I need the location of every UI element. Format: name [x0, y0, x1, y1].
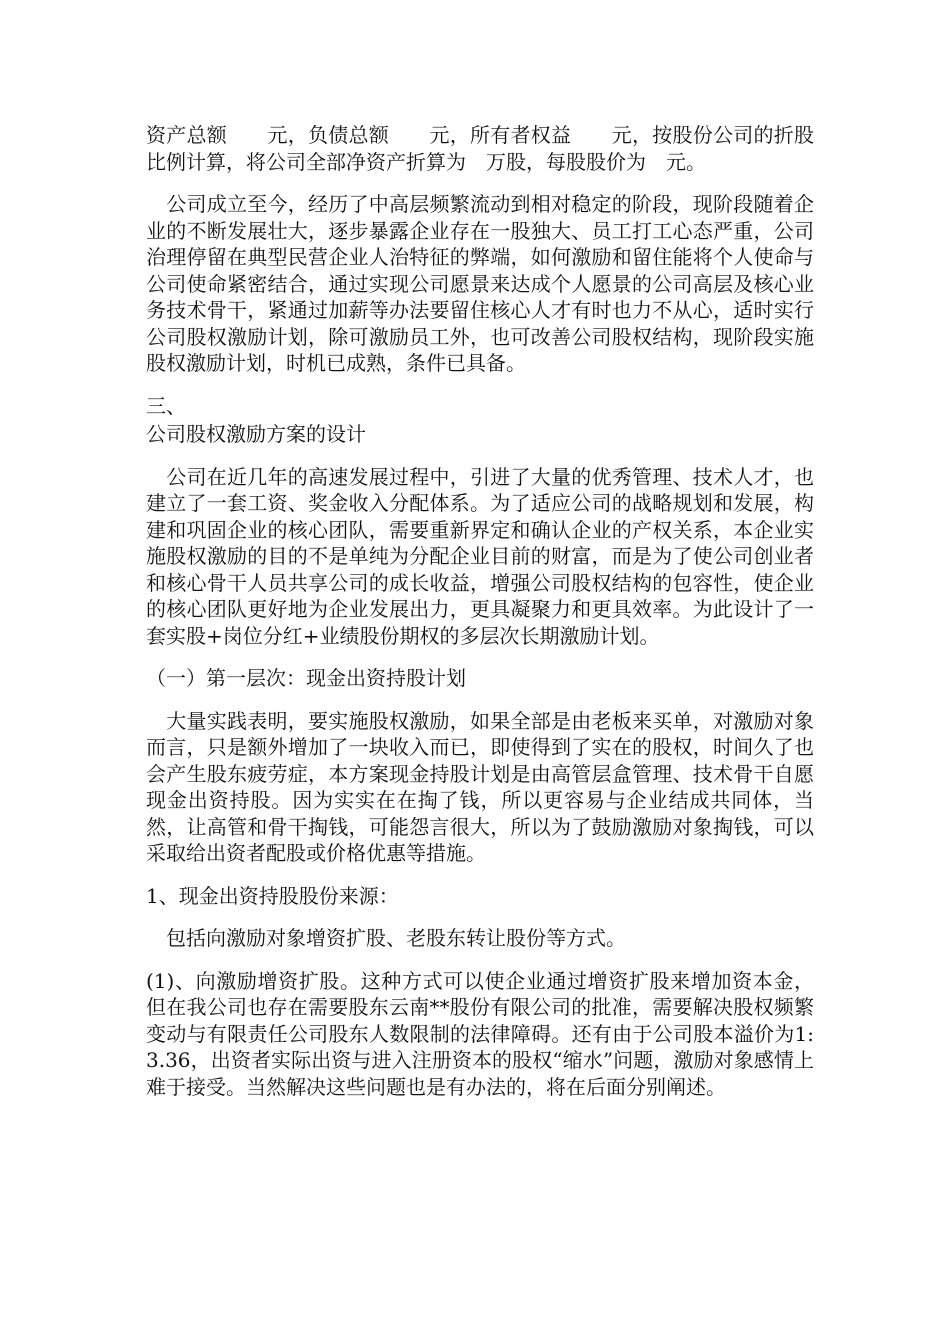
- section-number: 三、: [146, 393, 186, 418]
- paragraph-company-background: 公司成立至今，经历了中高层频繁流动到相对稳定的阶段，现阶段随着企业的不断发展壮大，逐步暴露企业存在一股独大、员工打工心态严重，公司治理停留在典型民营企业人治特征的弊端，如何激励和留住能将个人使命与公司使命紧密结合，通过实现公司愿景来达成个人愿景的公司高层及核心业务技术骨干，紧通过加薪等办法要留住核心人才有时也力不从心，适时实行公司股权激励计划，除可激励员工外，也可改善公司股权结构，现阶段实施股权激励计划，时机已成熟，条件已具备。: [146, 192, 814, 375]
- paragraph-assets: 资产总额 元，负债总额 元，所有者权益 元，按股份公司的折股比例计算，将公司全部净资产折算为 万股，每股股价为 元。: [146, 123, 814, 174]
- section-title: 公司股权激励方案的设计: [146, 422, 366, 446]
- paragraph-share-source-methods: 包括向激励对象增资扩股、老股东转让股份等方式。: [146, 926, 626, 950]
- document-body: [146, 122, 821, 1100]
- paragraph-cash-shareholding: 大量实践表明，要实施股权激励，如果全部是由老板来买单，对激励对象而言，只是额外增加了一块收入而已，即使得到了实在的股权，时间久了也会产生股东疲劳症，本方案现金持股计划是由高管层盒管理、技术骨干自愿现金出资持股。因为实实在在掏了钱，所以更容易与企业结成共同体，当然，让高管和骨干掏钱，可能怨言很大，所以为了鼓励激励对象掏钱，可以采取给出资者配股或价格优惠等措施。: [146, 708, 814, 865]
- paragraph-capital-increase: (1)、向激励增资扩股。这种方式可以使企业通过增资扩股来增加资本金，但在我公司也存在需要股东云南**股份有限公司的批准，需要解决股权频繁变动与有限责任公司股东人数限制的法律障碍。还有由于公司股本溢价为1: 3.36，出资者实际出资与进入注册资本的股权“缩水”问题，激励对象感情上难于接受。当然解决这些问题也是有办法的，将在后面分别阐述。: [146, 968, 821, 1099]
- subsection-heading-level-one: （一）第一层次：现金出资持股计划: [146, 666, 466, 690]
- item-heading-share-source: 1、现金出资持股股份来源：: [146, 883, 399, 908]
- paragraph-design-purpose: 公司在近几年的高速发展过程中，引进了大量的优秀管理、技术人才，也建立了一套工资、奖金收入分配体系。为了适应公司的战略规划和发展，构建和巩固企业的核心团队，需要重新界定和确认企业的产权关系，本企业实施股权激励的目的不是单纯为分配企业目前的财富，而是为了使公司创业者和核心骨干人员共享公司的成长收益，增强公司股权结构的包容性，使企业的核心团队更好地为企业发展出力，更具凝聚力和更具效率。为此设计了一套实股+岗位分红+业绩股份期权的多层次长期激励计划。: [146, 464, 814, 648]
